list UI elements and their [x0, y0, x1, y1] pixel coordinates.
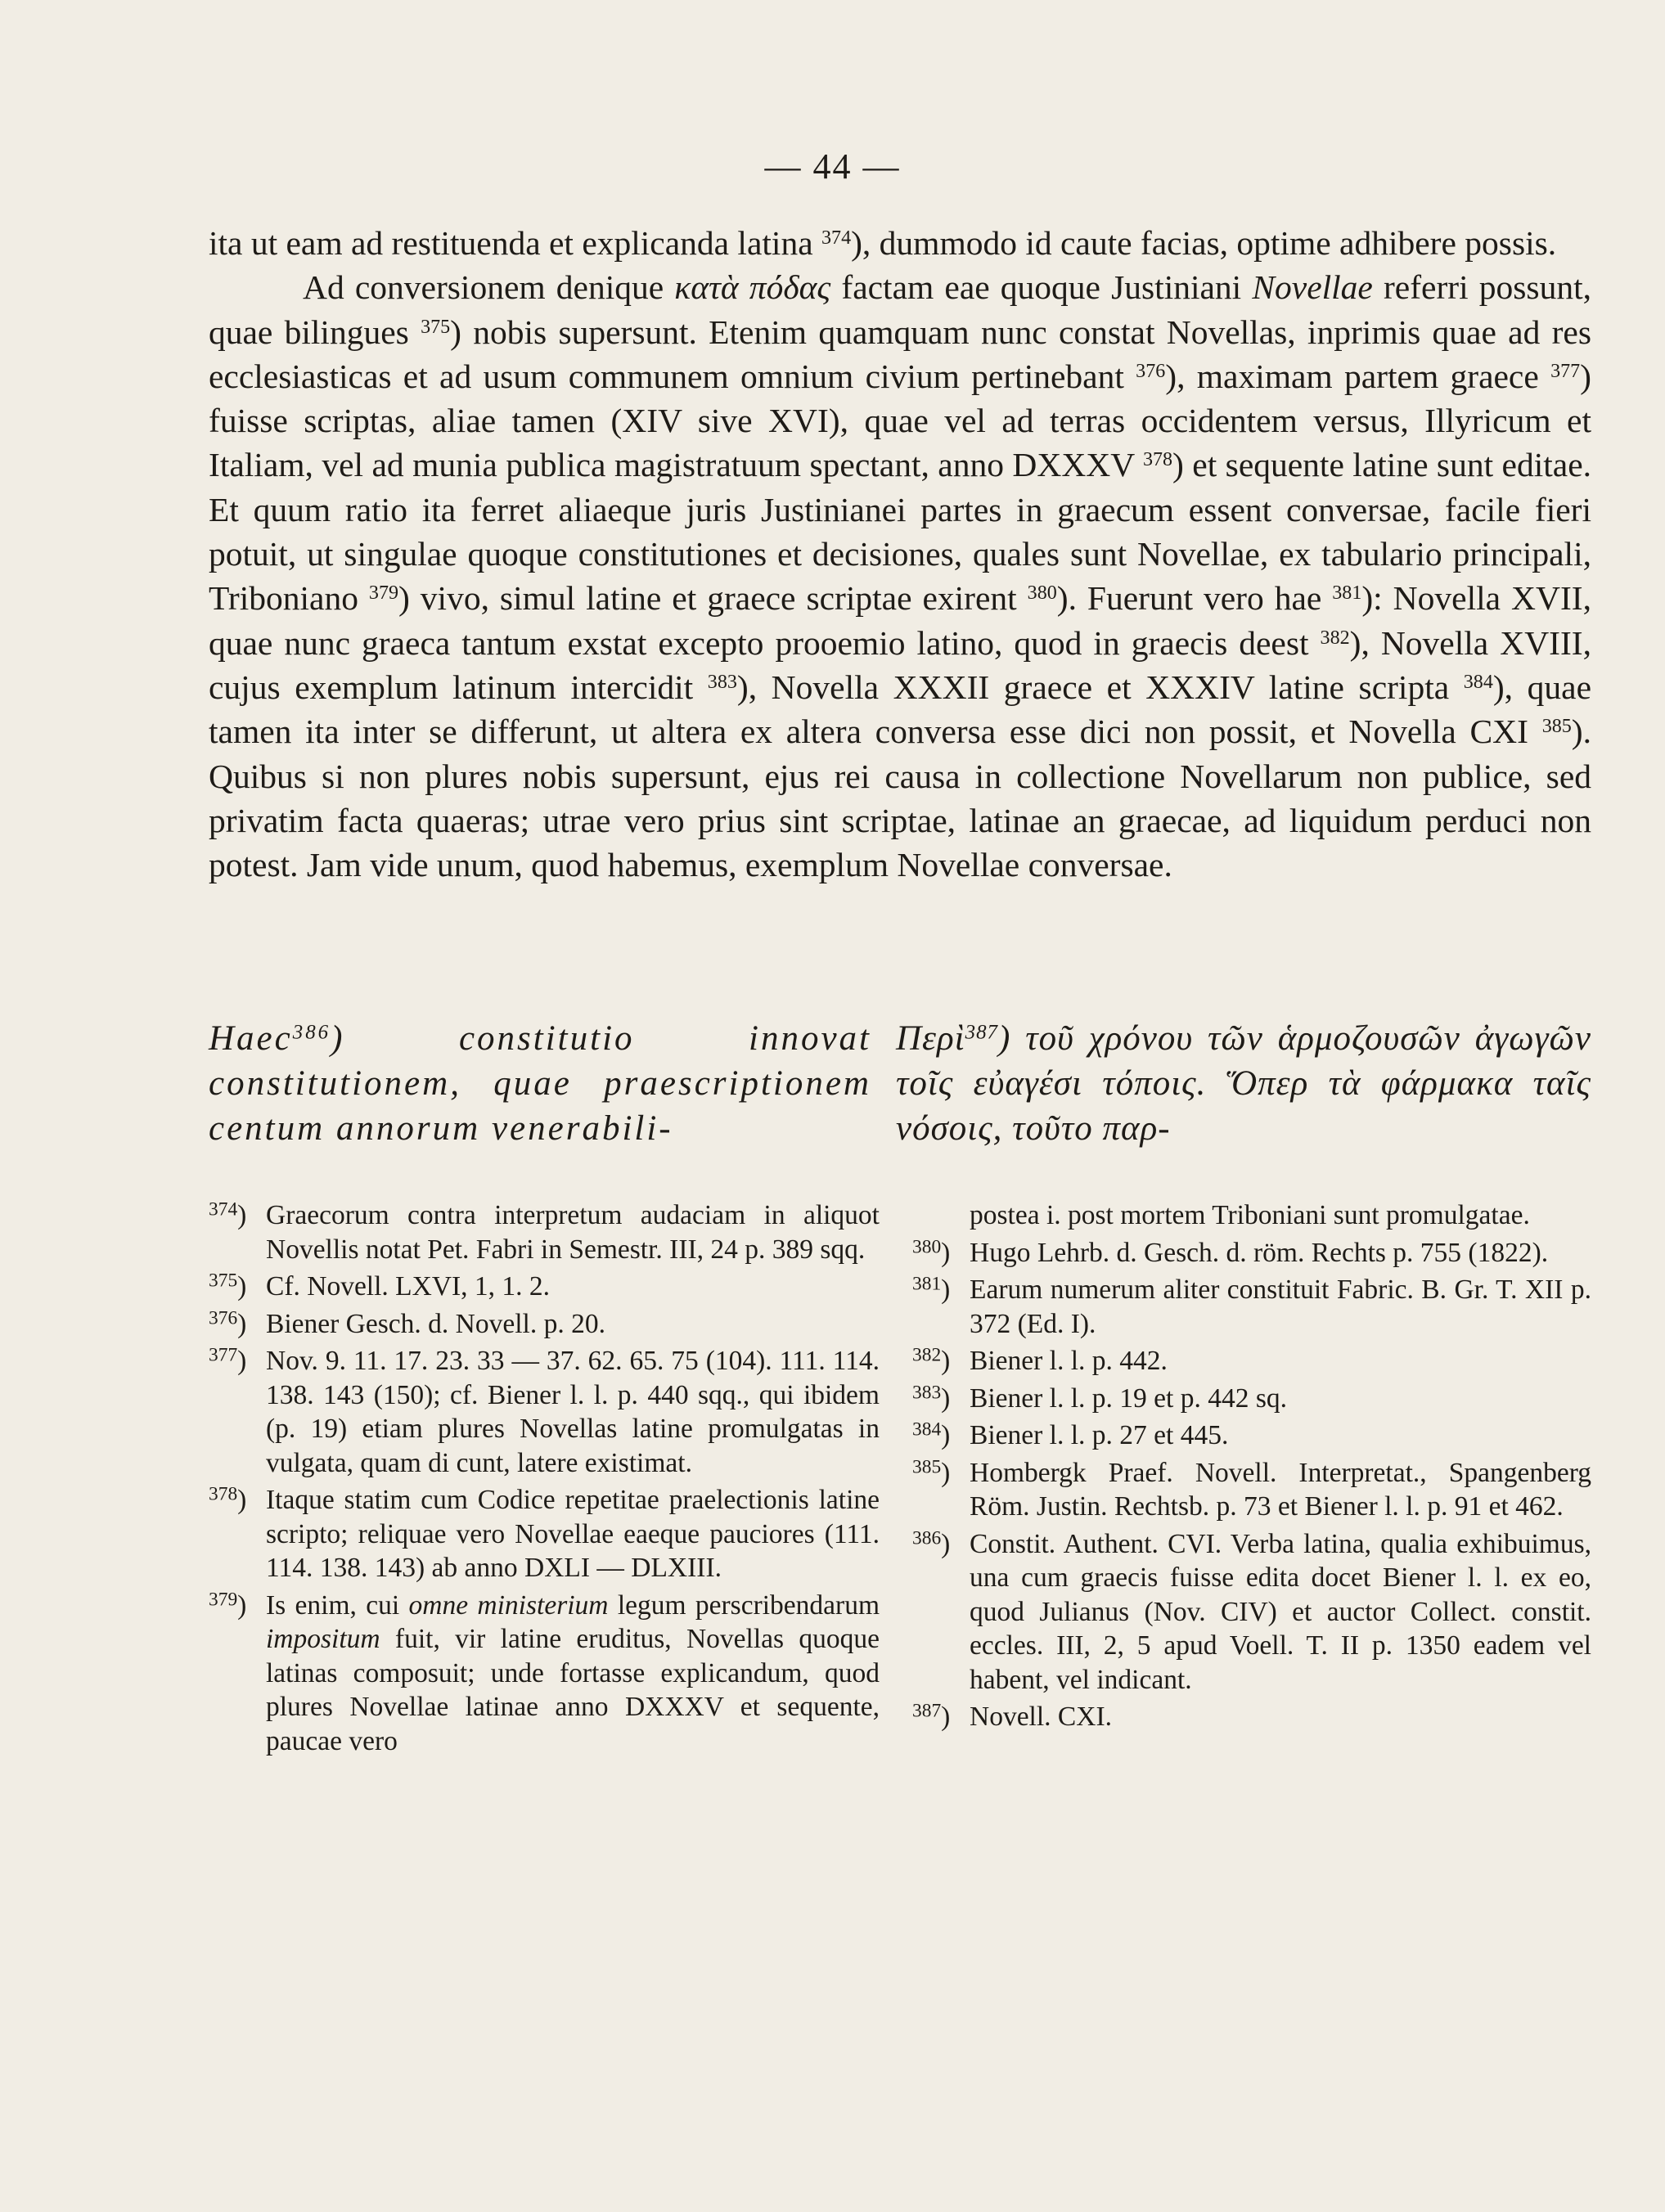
footnote: [912, 1418, 1591, 1453]
footnote: [209, 1483, 880, 1585]
footnote-ref: 381: [1332, 582, 1362, 605]
footnote-number: $^{375}$): [209, 1270, 247, 1302]
footnote: [209, 1307, 880, 1342]
footnote-text: Novell. CXI.: [970, 1702, 1112, 1732]
text-run: ). Quibus si non plures nobis supersunt, ejus rei causa in collectione Novellarum non publice, sed privatim facta quaeras; utrae vero prius sint scriptae, latinae an graecae, ad liquidum perduci non potest. Jam vide unum, quod habemus, exemplum Novellae conversae.: [209, 713, 1591, 884]
footnote-italic: impositum: [266, 1624, 380, 1654]
text-run: ) fuisse scriptas, aliae tamen (XIV sive XVI), quae vel ad terras occidentem versus, Illyricum et Italiam, vel ad munia publica magistratuum spectant, anno DXXXV: [209, 357, 1591, 484]
footnote-italic: omne ministerium: [408, 1589, 609, 1621]
latin-incipit: Haec: [209, 1019, 293, 1058]
footnote-ref: 377: [1550, 360, 1581, 382]
text-run: referri possunt, quae bilingues: [209, 268, 1591, 351]
footnote: [912, 1527, 1591, 1697]
footnote-ref: 378: [1142, 449, 1173, 471]
footnote-ref: 385: [1541, 716, 1572, 738]
footnote-text: fuit, vir latine eruditus, Novellas quoque latinas composuit; unde fortasse explicandum, quod plures Novellae latinae anno DXXXV et sequente, paucae vero: [266, 1624, 880, 1756]
text-run: ), Novella XXXII graece et XXXIV latine scripta: [736, 668, 1464, 706]
footnote-text: Itaque statim cum Codice repetitae praelectionis latine scripto; reliquae vero Novellae eaeque pauciores (111. 114. 138. 143) ab anno DXLI — DLXIII.: [266, 1485, 880, 1583]
text-run: ) et sequente latine sunt editae. Et quum ratio ita ferret aliaeque juris Justinianei partes in graecum essent conversae, facile fieri potuit, ut singulae quoque constitutiones et decisiones, quales sunt Novellae, ex tabulario principali, Triboniano: [209, 446, 1591, 618]
footnote-text: Graecorum contra interpretum audaciam in aliquot Novellis notat Pet. Fabri in Semestr. III, 24 p. 389 sqq.: [266, 1200, 880, 1265]
text-run: ), quae tamen ita inter se differunt, ut altera ex altera conversa esse dici non possit, et Novella CXI: [209, 668, 1591, 751]
italic-word: Novellae: [1252, 268, 1373, 307]
footnote: [209, 1198, 880, 1266]
footnote-text: Biener l. l. p. 19 et p. 442 sq.: [970, 1382, 1287, 1414]
footnote: [912, 1236, 1591, 1270]
footnote-number: $^{381}$): [912, 1273, 951, 1305]
greek-phrase: κατὰ πόδας: [674, 268, 831, 307]
paragraph-2: [209, 265, 1591, 887]
text-run: ), dummodo id caute facias, optime adhibere possis.: [851, 224, 1557, 262]
text-run: ita ut eam ad restituenda et explicanda latina: [209, 224, 821, 262]
text-run: ), maximam partem graece: [1165, 357, 1551, 395]
footnote-ref: 379: [368, 582, 399, 605]
latin-column: [209, 1016, 871, 1151]
page-number: — 44 —: [764, 146, 901, 187]
footnote-ref: 384: [1463, 671, 1493, 693]
footnote-ref: 386: [292, 1021, 331, 1044]
footnote: [912, 1382, 1591, 1416]
paragraph-1: [209, 221, 1591, 265]
footnote-ref: 374: [821, 227, 852, 249]
footnote-text: Biener Gesch. d. Novell. p. 20.: [266, 1308, 605, 1339]
text-run: ). Fuerunt vero hae: [1056, 579, 1333, 618]
footnote: [209, 1344, 880, 1480]
footnote-text: Is enim, cui: [266, 1589, 409, 1621]
footnote-text: Earum numerum aliter constituit Fabric. B. Gr. T. XII p. 372 (Ed. I).: [970, 1275, 1591, 1339]
footnote-number: $^{378}$): [209, 1483, 247, 1515]
main-text: [209, 221, 1591, 887]
text-run: ) vivo, simul latine et graece scriptae exirent: [398, 579, 1028, 618]
footnote: [209, 1589, 880, 1759]
text-run: ) nobis supersunt. Etenim quamquam nunc constat Novellas, inprimis quae ad res ecclesiasticas et ad usum communem omnium civium pertinebant: [209, 312, 1592, 395]
footnote-text: legum perscribendarum: [608, 1589, 880, 1621]
footnote-ref: 387: [965, 1021, 998, 1044]
greek-column: [896, 1016, 1591, 1151]
footnote: [912, 1700, 1591, 1734]
footnote: [912, 1273, 1591, 1341]
footnote-number: $^{374}$): [209, 1198, 247, 1230]
footnote-text: Hugo Lehrb. d. Gesch. d. röm. Rechts p. 755 (1822).: [970, 1237, 1549, 1268]
footnote-number: $^{379}$): [209, 1588, 247, 1621]
footnote-text: Hombergk Praef. Novell. Interpretat., Spangenberg Röm. Justin. Rechtsb. p. 73 et Biener l. l. p. 91 et 462.: [970, 1457, 1591, 1522]
footnote-number: $^{387}$): [912, 1700, 951, 1732]
footnote-ref: 376: [1136, 360, 1166, 382]
footnote-text: Constit. Authent. CVI. Verba latina, qualia exhibuimus, una cum graecis fuisse edita docet Biener l. l. ex eo, quod Julianus (Nov. CIV) et auctor Collect. constit. eccles. III, 2, 5 apud Voell. T. II p. 1350 eadem vel habent, vel indicant.: [970, 1528, 1591, 1695]
footnote-text: Cf. Novell. LXVI, 1, 1. 2.: [266, 1271, 551, 1302]
text-run: Ad conversionem denique: [303, 268, 675, 307]
footnote-text: Biener l. l. p. 442.: [970, 1346, 1168, 1376]
text-run: factam eae quoque Justiniani: [830, 268, 1253, 307]
footnote-number: $^{385}$): [912, 1455, 951, 1488]
footnote-ref: 375: [421, 316, 451, 338]
footnotes-right-column: [912, 1198, 1591, 1738]
latin-text: ) constitutio innovat constitutionem, quae praescriptionem centum annorum venerabili-: [209, 1019, 871, 1148]
footnote-ref: 382: [1320, 627, 1350, 649]
footnote-number: $^{383}$): [912, 1381, 951, 1414]
greek-text: ) τοῦ χρόνου τῶν ἁρμοζουσῶν ἀγωγῶν τοῖς εὐαγέσι τόποις. Ὅπερ τὰ φάρμακα ταῖς νόσοις, τοῦτο παρ-: [896, 1019, 1591, 1148]
footnote: [912, 1344, 1591, 1378]
greek-incipit: Περὶ: [896, 1019, 965, 1058]
footnote-number: $^{380}$): [912, 1235, 951, 1268]
footnote-continuation: postea i. post mortem Triboniani sunt promulgatae.: [970, 1200, 1530, 1230]
footnote-ref: 380: [1027, 582, 1057, 605]
footnote-number: $^{376}$): [209, 1306, 247, 1339]
footnotes-left-column: [209, 1198, 880, 1761]
text-run: ): Novella XVII, quae nunc graeca tantum exstat excepto prooemio latino, quod in graecis deest: [209, 579, 1591, 662]
footnote: [912, 1456, 1591, 1524]
footnote-number: $^{386}$): [912, 1526, 951, 1559]
footnote-text: Biener l. l. p. 27 et 445.: [970, 1420, 1229, 1450]
footnote-number: $^{377}$): [209, 1344, 247, 1376]
footnote: [209, 1270, 880, 1304]
footnote-number: $^{384}$): [912, 1418, 951, 1450]
footnote-ref: 383: [707, 671, 737, 693]
footnote-number: $^{382}$): [912, 1344, 951, 1376]
footnote-text: Nov. 9. 11. 17. 23. 33 — 37. 62. 65. 75 (104). 111. 114. 138. 143 (150); cf. Biener l. l. p. 440 sqq., qui ibidem (p. 19) etiam plures Novellas latine promulgatas in vulgata, quam di cunt, latere existimat.: [266, 1346, 880, 1478]
text-run: ), Novella XVIII, cujus exemplum latinum intercidit: [209, 623, 1591, 706]
